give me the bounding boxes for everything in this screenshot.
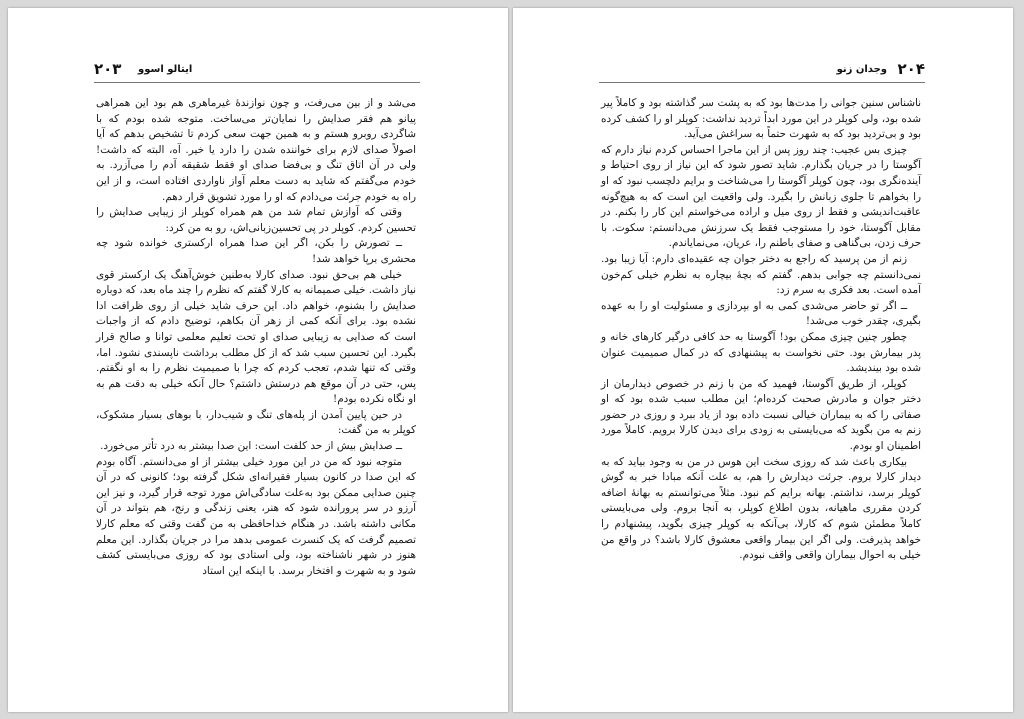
right-paragraph-1: ناشناس سنین جوانی را مدت‌ها بود که به پشت سر گذاشته بود و کاملاً پیر شده بود، ولی کوپلر در این مورد ابداً تردید نداشت: کوپلر او را کشف کرده بود و بی‌تردید بود که به شهرت حتماً به سراغش می‌آید. (601, 97, 921, 141)
left-running-title: ایتالو اسوو (138, 64, 193, 75)
right-paragraph-7: بیکاری باعث شد که روزی سخت این هوس در من به وجود بیاید که به دیدار کارلا بروم. جرئت دیدارش را هم، به علت آنکه مبادا خبر به گوش کوپلر برسد، نداشتم. بهانه برایم کم نبود. مثلاً می‌توانستم به بهانهٔ اضافه کردن مقرری ماهیانه، بدون اطلاع کوپلر، به آنجا بروم. ولی می‌بایستی کاملاً مطمئن شوم که کارلا، بی‌آنکه به کوپلر چیزی بگوید، پیشنهادم را خواهد پذیرفت. ولی اگر این بیمار واقعی معشوق کارلا باشد؟ در واقع من خیلی به احوال بیماران واقعی واقف نبودم. (601, 455, 921, 562)
left-paragraph-4: خیلی هم بی‌حق نبود. صدای کارلا به‌طنین خوش‌آهنگ یک ارکستر قوی نیاز داشت. خیلی صمیمانه به کارلا گفتم که نظرم را چند ماه بعد، که دوباره صدایش را بشنوم، خواهم داد. این حرف شاید خیلی از روی ظرافت ادا نشده بود. برای آنکه کمی از زهر آن بکاهم، توضیح دادم که از واجبات است که صدایی به زیبایی صدای او تحت تعلیم معلمی توانا و صالح قرار بگیرد. این تحسین سبب شد که از کل مطلب برداشت ناپسندی نشود. اما، وقتی که تنها شدم، تعجب کردم که چرا با صمیمیت نظرم را به او نگفتم. پس، حتی در آن موقع هم درستش داشتم؟ حال آنکه خیلی به دقت هم به او نگاه نکرده بودم! (96, 268, 416, 406)
left-paragraph-3: ــ تصورش را بکن، اگر این صدا همراه ارکستری خوانده شود چه محشری برپا خواهد شد! (96, 237, 416, 265)
right-running-title: وجدان زنو (836, 64, 887, 75)
right-paragraph-5: چطور چنین چیزی ممکن بود! آگوستا به حد کافی درگیر کارهای خانه و پدر بیمارش بود. حتی نخواست به پیشنهادی که در کمال صمیمیت عنوان شده بود بیندیشد. (601, 330, 921, 375)
left-paragraph-7: متوجه نبود که من در این مورد خیلی بیشتر از او می‌دانستم. آگاه بودم که این صدا در کانون بسیار فقیرانه‌ای شکل گرفته بود؛ کانونی که در آن چنین صدایی ممکن بود به‌علت سادگی‌اش مورد توجه قرار گیرد، و نیز این آرزو در سر پرورانده شود که هنر، یعنی زندگی و رنج، هم بتواند در آن مکانی داشته باشد. در هنگام خداحافظی به من گفت وقتی که معلم کارلا تصمیم گرفت که یک کنسرت عمومی بدهد مرا در جریان بگذارد. این معلم هنوز در شهر ناشناخته بود، ولی استادی بود که روزی می‌بایستی کشف شود و به شهرت و افتخار برسد. با اینکه این استاد (96, 455, 416, 577)
right-page-number: ۲۰۴ (897, 60, 925, 78)
left-paragraph-1: می‌شد و از بین می‌رفت، و چون نوازندهٔ غیرماهری هم بود این همراهی پیانو هم فقر صدایش را نمایان‌تر می‌ساخت. متوجه شده بودم که با شاگردی روبرو هستم و به همین جهت سعی کردم تا تشخیص بدهم که آیا اصولاً صدای لازم برای خواننده شدن را دارد یا خیر. آه، البته که داشت! ولی در آن اتاق تنگ و بی‌فضا صدای او فقط شقیقه آدم را می‌آزرد. به خودم می‌گفتم که شاید به دست معلم آواز ناواردی افتاده است، و از این راه به خودم جرئت می‌دادم که او را مورد تشویق قرار دهم. (96, 97, 416, 203)
right-page (513, 8, 1013, 712)
right-page-body (601, 96, 921, 564)
right-page-header (599, 60, 925, 83)
left-page-header (94, 60, 420, 83)
right-paragraph-6: کوپلر، از طریق آگوستا، فهمید که من با زنم در خصوص دیدارمان از دختر جوان و مادرش صحبت کرده‌ام؛ این مطلب سبب شده بود که او صفاتی را که به بیماران خیالی نسبت داده بود از یاد ببرد و روزی در حضور زنم به من بگوید که می‌بایستی به زودی برای دیدن کارلا برویم. کاملاً مورد اطمینان او بودم. (601, 377, 921, 453)
left-paragraph-2: وقتی که آوازش تمام شد من هم همراه کوپلر از زیبایی صدایش را تحسین کردم. کوپلر در پی تحسین‌زبانی‌اش، رو به من کرد: (96, 206, 416, 234)
left-paragraph-5: در حین پایین آمدن از پله‌های تنگ و شیب‌دار، با بوهای بسیار مشکوک، کوپلر به من گفت: (96, 408, 416, 437)
right-paragraph-3: زنم از من پرسید که راجع به دختر جوان چه عقیده‌ای دارم: آیا زیبا بود. نمی‌دانستم چه جوابی بدهم. گفتم که بچهٔ بیچاره به نظرم خیلی کم‌خون آمده است. بعد فکری به سرم زد: (601, 252, 921, 297)
left-page-body (96, 96, 416, 579)
left-page-number: ۲۰۳ (94, 60, 122, 78)
right-paragraph-2: چیزی بس عجیب: چند روز پس از این ماجرا احساس کردم نیاز دارم که آگوستا را در جریان بگذارم. شاید تصور شود که این نیاز از روی احتیاط و آینده‌نگری بود، چون کوپلر آگوستا را می‌شناخت و برایم دلچسب نبود که او را بخواهم تا جلوی زبانش را بگیرد. ولی واقعیت این است که به هیچ‌گونه عاقبت‌اندیشی و فقط از روی میل و اراده می‌خواستم این کار را بکنم. در مقابل آگوستا، خود را مستوجب فقط یک سرزنش می‌دانستم: سکوت. با حرف زدن، بی‌گناهی و صفای باطنم را، عریان، می‌نمایاندم. (601, 143, 921, 250)
left-page (8, 8, 508, 712)
right-paragraph-4: ــ اگر تو حاضر می‌شدی کمی به او بپردازی و مسئولیت او را به عهده بگیری، چقدر خوب می‌شد! (601, 299, 921, 328)
left-paragraph-6: ــ صدایش بیش از حد کلفت است: این صدا بیشتر به درد تأتر می‌خورد. (100, 440, 402, 453)
